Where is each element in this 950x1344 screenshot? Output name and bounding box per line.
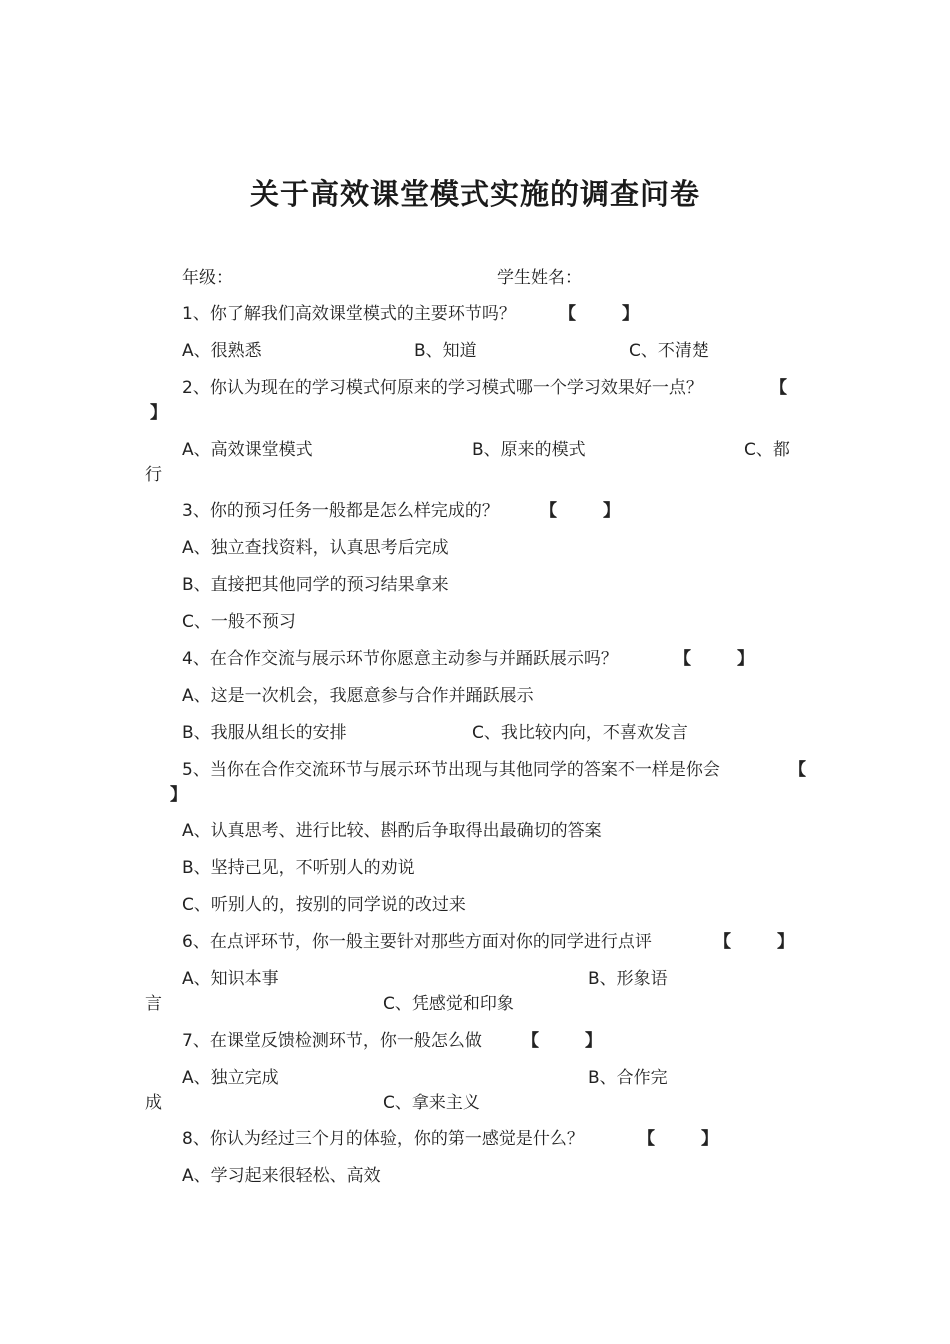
q2-option-c: C、都 <box>744 440 790 460</box>
student-name-label: 学生姓名： <box>497 268 582 288</box>
answer-bracket-open: 【 <box>789 760 806 780</box>
question-2: 2、你认为现在的学习模式何原来的学习模式哪一个学习效果好一点？ <box>182 378 703 398</box>
answer-bracket-close: 】 <box>603 501 620 521</box>
q7-option-b-wrap: 成 <box>145 1093 162 1113</box>
answer-bracket-open: 【 <box>714 932 731 952</box>
q4-option-c: C、我比较内向，不喜欢发言 <box>472 723 688 743</box>
question-4: 4、在合作交流与展示环节你愿意主动参与并踊跃展示吗？ <box>182 649 618 669</box>
q2-option-a: A、高效课堂模式 <box>182 440 313 460</box>
answer-bracket-open: 【 <box>674 649 691 669</box>
q8-option-a: A、学习起来很轻松、高效 <box>182 1166 381 1186</box>
answer-bracket-open: 【 <box>559 304 576 324</box>
question-6: 6、在点评环节，你一般主要针对那些方面对你的同学进行点评 <box>182 932 652 952</box>
answer-bracket-close: 】 <box>701 1129 718 1149</box>
answer-bracket-open: 【 <box>770 378 787 398</box>
grade-label: 年级： <box>182 268 233 288</box>
q7-option-b: B、合作完 <box>588 1068 668 1088</box>
answer-bracket-open: 【 <box>522 1031 539 1051</box>
q1-option-c: C、不清楚 <box>629 341 709 361</box>
answer-bracket-close: 】 <box>170 785 187 805</box>
answer-bracket-close: 】 <box>777 932 794 952</box>
q6-option-b: B、形象语 <box>588 969 668 989</box>
q3-option-c: C、一般不预习 <box>182 612 296 632</box>
q6-option-a: A、知识本事 <box>182 969 279 989</box>
q7-option-c: C、拿来主义 <box>383 1093 480 1113</box>
q6-option-b-wrap: 言 <box>145 994 162 1014</box>
q3-option-a: A、独立查找资料，认真思考后完成 <box>182 538 449 558</box>
q2-option-b: B、原来的模式 <box>472 440 586 460</box>
q5-option-a: A、认真思考、进行比较、斟酌后争取得出最确切的答案 <box>182 821 602 841</box>
q6-option-c: C、凭感觉和印象 <box>383 994 514 1014</box>
answer-bracket-close: 】 <box>737 649 754 669</box>
question-3: 3、你的预习任务一般都是怎么样完成的？ <box>182 501 499 521</box>
q5-option-b: B、坚持己见，不听别人的劝说 <box>182 858 415 878</box>
q2-option-c-wrap: 行 <box>145 465 162 485</box>
q5-option-c: C、听别人的，按别的同学说的改过来 <box>182 895 466 915</box>
answer-bracket-close: 】 <box>585 1031 602 1051</box>
question-8: 8、你认为经过三个月的体验，你的第一感觉是什么？ <box>182 1129 584 1149</box>
answer-bracket-close: 】 <box>150 403 167 423</box>
answer-bracket-open: 【 <box>638 1129 655 1149</box>
page-title: 关于高效课堂模式实施的调查问卷 <box>249 177 700 211</box>
q1-option-b: B、知道 <box>414 341 477 361</box>
q3-option-b: B、直接把其他同学的预习结果拿来 <box>182 575 449 595</box>
q4-option-a: A、这是一次机会，我愿意参与合作并踊跃展示 <box>182 686 534 706</box>
question-1: 1、你了解我们高效课堂模式的主要环节吗？ <box>182 304 516 324</box>
q1-option-a: A、很熟悉 <box>182 341 262 361</box>
question-7: 7、在课堂反馈检测环节，你一般怎么做 <box>182 1031 482 1051</box>
q4-option-b: B、我服从组长的安排 <box>182 723 347 743</box>
q7-option-a: A、独立完成 <box>182 1068 279 1088</box>
answer-bracket-open: 【 <box>540 501 557 521</box>
answer-bracket-close: 】 <box>622 304 639 324</box>
question-5: 5、当你在合作交流环节与展示环节出现与其他同学的答案不一样是你会 <box>182 760 720 780</box>
